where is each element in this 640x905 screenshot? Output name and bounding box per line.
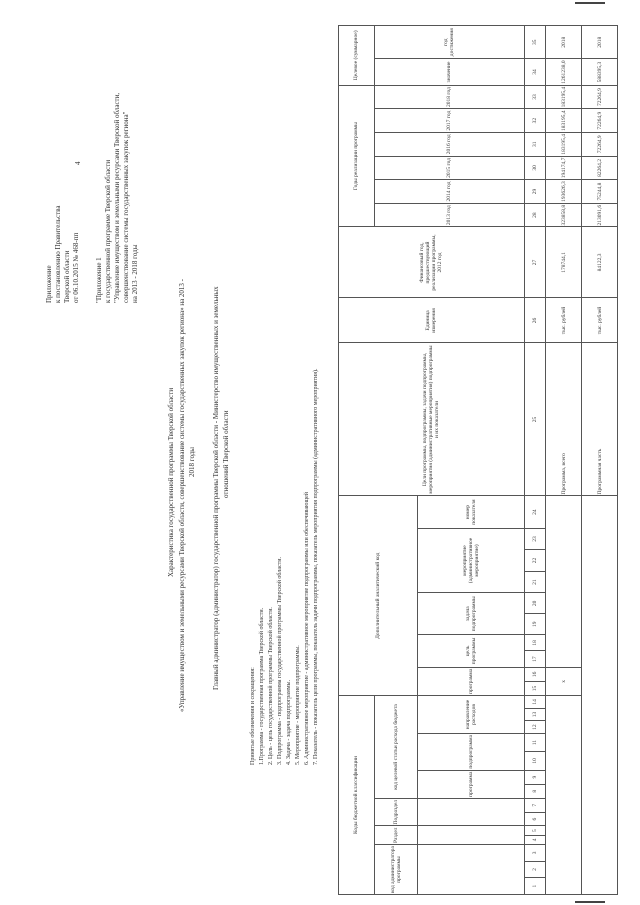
column-number: 8 — [524, 784, 545, 798]
column-number: 1 — [524, 878, 545, 895]
table-row — [546, 26, 582, 895]
row-2012: 84122,3 — [582, 227, 618, 298]
program-mark: x — [546, 667, 582, 695]
column-number: 11 — [524, 733, 545, 751]
header-task: задача подпрограммы — [417, 593, 524, 635]
admin-line: Главный администратор (администратор) государственной программы Тверской области - Министерство имущественных и земельных — [212, 286, 220, 690]
row-value: 72264,9 — [582, 109, 618, 133]
header-direction: направление расходов — [417, 696, 524, 734]
abbrev-item: 6. Административное мероприятие - административное мероприятие подпрограммы или обеспечивающей — [304, 492, 310, 765]
row-value: 323858,8 — [546, 203, 582, 227]
column-number: 7 — [524, 798, 545, 812]
admin-line: отношений Тверской области — [222, 410, 230, 498]
column-number: 2 — [524, 861, 545, 878]
header-unit: Единица измерения — [339, 298, 525, 343]
column-number: 26 — [524, 298, 545, 343]
column-number: 16 — [524, 667, 545, 681]
row-value: 213091,6 — [582, 203, 618, 227]
column-number: 28 — [524, 203, 545, 227]
program-characteristics-table — [338, 25, 618, 895]
abbrev-item: 1.Программа - государственная программа Тверской области. — [259, 607, 265, 765]
column-number: 13 — [524, 708, 545, 721]
column-number: 29 — [524, 180, 545, 204]
row-unit: тыс. рублей — [546, 298, 582, 343]
column-number: 6 — [524, 812, 545, 826]
row-year: 2018 — [546, 26, 582, 59]
page-number: 4 — [74, 161, 82, 165]
row-value: 194174,7 — [546, 156, 582, 180]
header-year-2018: 2018 год — [374, 85, 524, 109]
abbrev-header: Принятые обозначения и сокращения: — [250, 667, 256, 765]
header-extra-code: Дополнительный аналитический код — [339, 496, 418, 696]
program-appendix-line: "Приложение 1 — [95, 257, 103, 303]
column-number: 32 — [524, 109, 545, 133]
column-number: 23 — [524, 528, 545, 550]
column-number: 5 — [524, 826, 545, 835]
header-year-2016: 2016 год — [374, 132, 524, 156]
column-number: 25 — [524, 343, 545, 496]
header-subprogram: подпрограмма — [417, 733, 524, 770]
abbrev-item: 2. Цель - цель государственной программы Тверской области. — [268, 607, 274, 765]
header-event: мероприятие (административное мероприятие) — [417, 528, 524, 593]
column-number: 4 — [524, 835, 545, 844]
header-program-extra: программа — [417, 667, 524, 695]
column-number: 17 — [524, 651, 545, 667]
row-unit: тыс. рублей — [582, 298, 618, 343]
column-number: 14 — [524, 696, 545, 709]
appendix-line: Приложение — [45, 265, 53, 303]
header-admin-code: код администратора программы — [374, 845, 417, 895]
abbrev-item: 5. Мероприятие - мероприятие подпрограммы. — [295, 645, 301, 765]
program-appendix-line: к государственной программе Тверской области — [104, 159, 112, 303]
page-title: «Управление имуществом и земельными ресурсами Тверской области, совершенствование системы государственных закупок региона» на 2013 - — [178, 278, 186, 712]
row-value: 72264,9 — [582, 132, 618, 156]
column-number: 3 — [524, 845, 545, 862]
row-label: Программная часть — [582, 343, 618, 496]
row-target: 588395,3 — [582, 59, 618, 85]
header-budget-codes: Коды бюджетной классификации — [339, 696, 375, 895]
table-row — [582, 26, 618, 895]
header-description: Цели программы, подпрограммы, задачи подпрограммы, мероприятия (административные мероприятия) подпрограммы и их показатели — [339, 343, 525, 496]
header-target-article: код целевой статьи расхода бюджета — [374, 696, 417, 799]
header-year-2014: 2014 год — [374, 180, 524, 204]
header-razdel: Раздел — [374, 826, 417, 845]
row-target: 1261238,0 — [546, 59, 582, 85]
appendix-line: к постановлению Правительства — [54, 205, 62, 303]
header-year-2013: 2013 год — [374, 203, 524, 227]
column-number: 15 — [524, 681, 545, 695]
column-number: 31 — [524, 132, 545, 156]
page-title: Характеристика государственной программы Тверской области — [167, 387, 175, 577]
row-value: 75244,8 — [582, 180, 618, 204]
header-indicator: номер показателя — [417, 496, 524, 528]
column-number: 35 — [524, 26, 545, 59]
header-value: значение — [374, 59, 524, 85]
header-year-2015: 2015 год — [374, 156, 524, 180]
header-program: программа — [417, 770, 524, 798]
column-number: 30 — [524, 156, 545, 180]
appendix-line: Тверской области — [63, 250, 71, 303]
row-value: 193626,3 — [546, 180, 582, 204]
program-appendix-line: на 2013 - 2018 годы — [131, 244, 139, 303]
row-year: 2018 — [582, 26, 618, 59]
header-fin-2012: Финансовый год, предшествующий реализации программы, 2012 год — [339, 227, 525, 298]
column-number-row — [524, 26, 545, 895]
column-number: 9 — [524, 770, 545, 784]
column-number: 21 — [524, 571, 545, 593]
header-year-2017: 2017 год — [374, 109, 524, 133]
header-year-reach: год достижения — [374, 26, 524, 59]
page-title: 2018 годы — [188, 446, 196, 477]
abbrev-item: 4. Задача - задача подпрограммы. — [286, 679, 292, 765]
row-2012: 178744,1 — [546, 227, 582, 298]
abbrev-item: 7. Показатель - показатель цели программы, показатель задачи подпрограммы, показатель мероприятия подпрограммы (административного мероприятия). — [313, 368, 319, 765]
row-value: 72264,9 — [582, 85, 618, 109]
appendix-line: от 06.10.2015 № 468-пп — [72, 232, 80, 303]
row-value: 183195,4 — [546, 109, 582, 133]
row-label: Программа, всего — [546, 343, 582, 496]
header-goal: цель программы — [417, 635, 524, 668]
abbrev-item: 3. Подпрограмма - подпрограмма государственной программы Тверской области. — [277, 557, 283, 765]
header-podrazdel: Подраздел — [374, 798, 417, 826]
program-appendix-line: "Управление имуществом и земельными ресурсами Тверской области, — [113, 92, 121, 303]
column-number: 20 — [524, 593, 545, 614]
header-target: Целевое (суммарное) — [339, 26, 375, 86]
column-number: 10 — [524, 752, 545, 771]
column-number: 33 — [524, 85, 545, 109]
column-number: 34 — [524, 59, 545, 85]
row-value: 183195,4 — [546, 85, 582, 109]
column-number: 27 — [524, 227, 545, 298]
column-number: 24 — [524, 496, 545, 528]
row-value: 183195,4 — [546, 132, 582, 156]
row-value: 82264,2 — [582, 156, 618, 180]
program-appendix-line: совершенствование системы государственных закупок региона" — [122, 111, 130, 303]
column-number: 18 — [524, 635, 545, 651]
column-number: 19 — [524, 614, 545, 635]
column-number: 12 — [524, 721, 545, 734]
header-years: Годы реализации программы — [339, 85, 375, 227]
column-number: 22 — [524, 550, 545, 572]
